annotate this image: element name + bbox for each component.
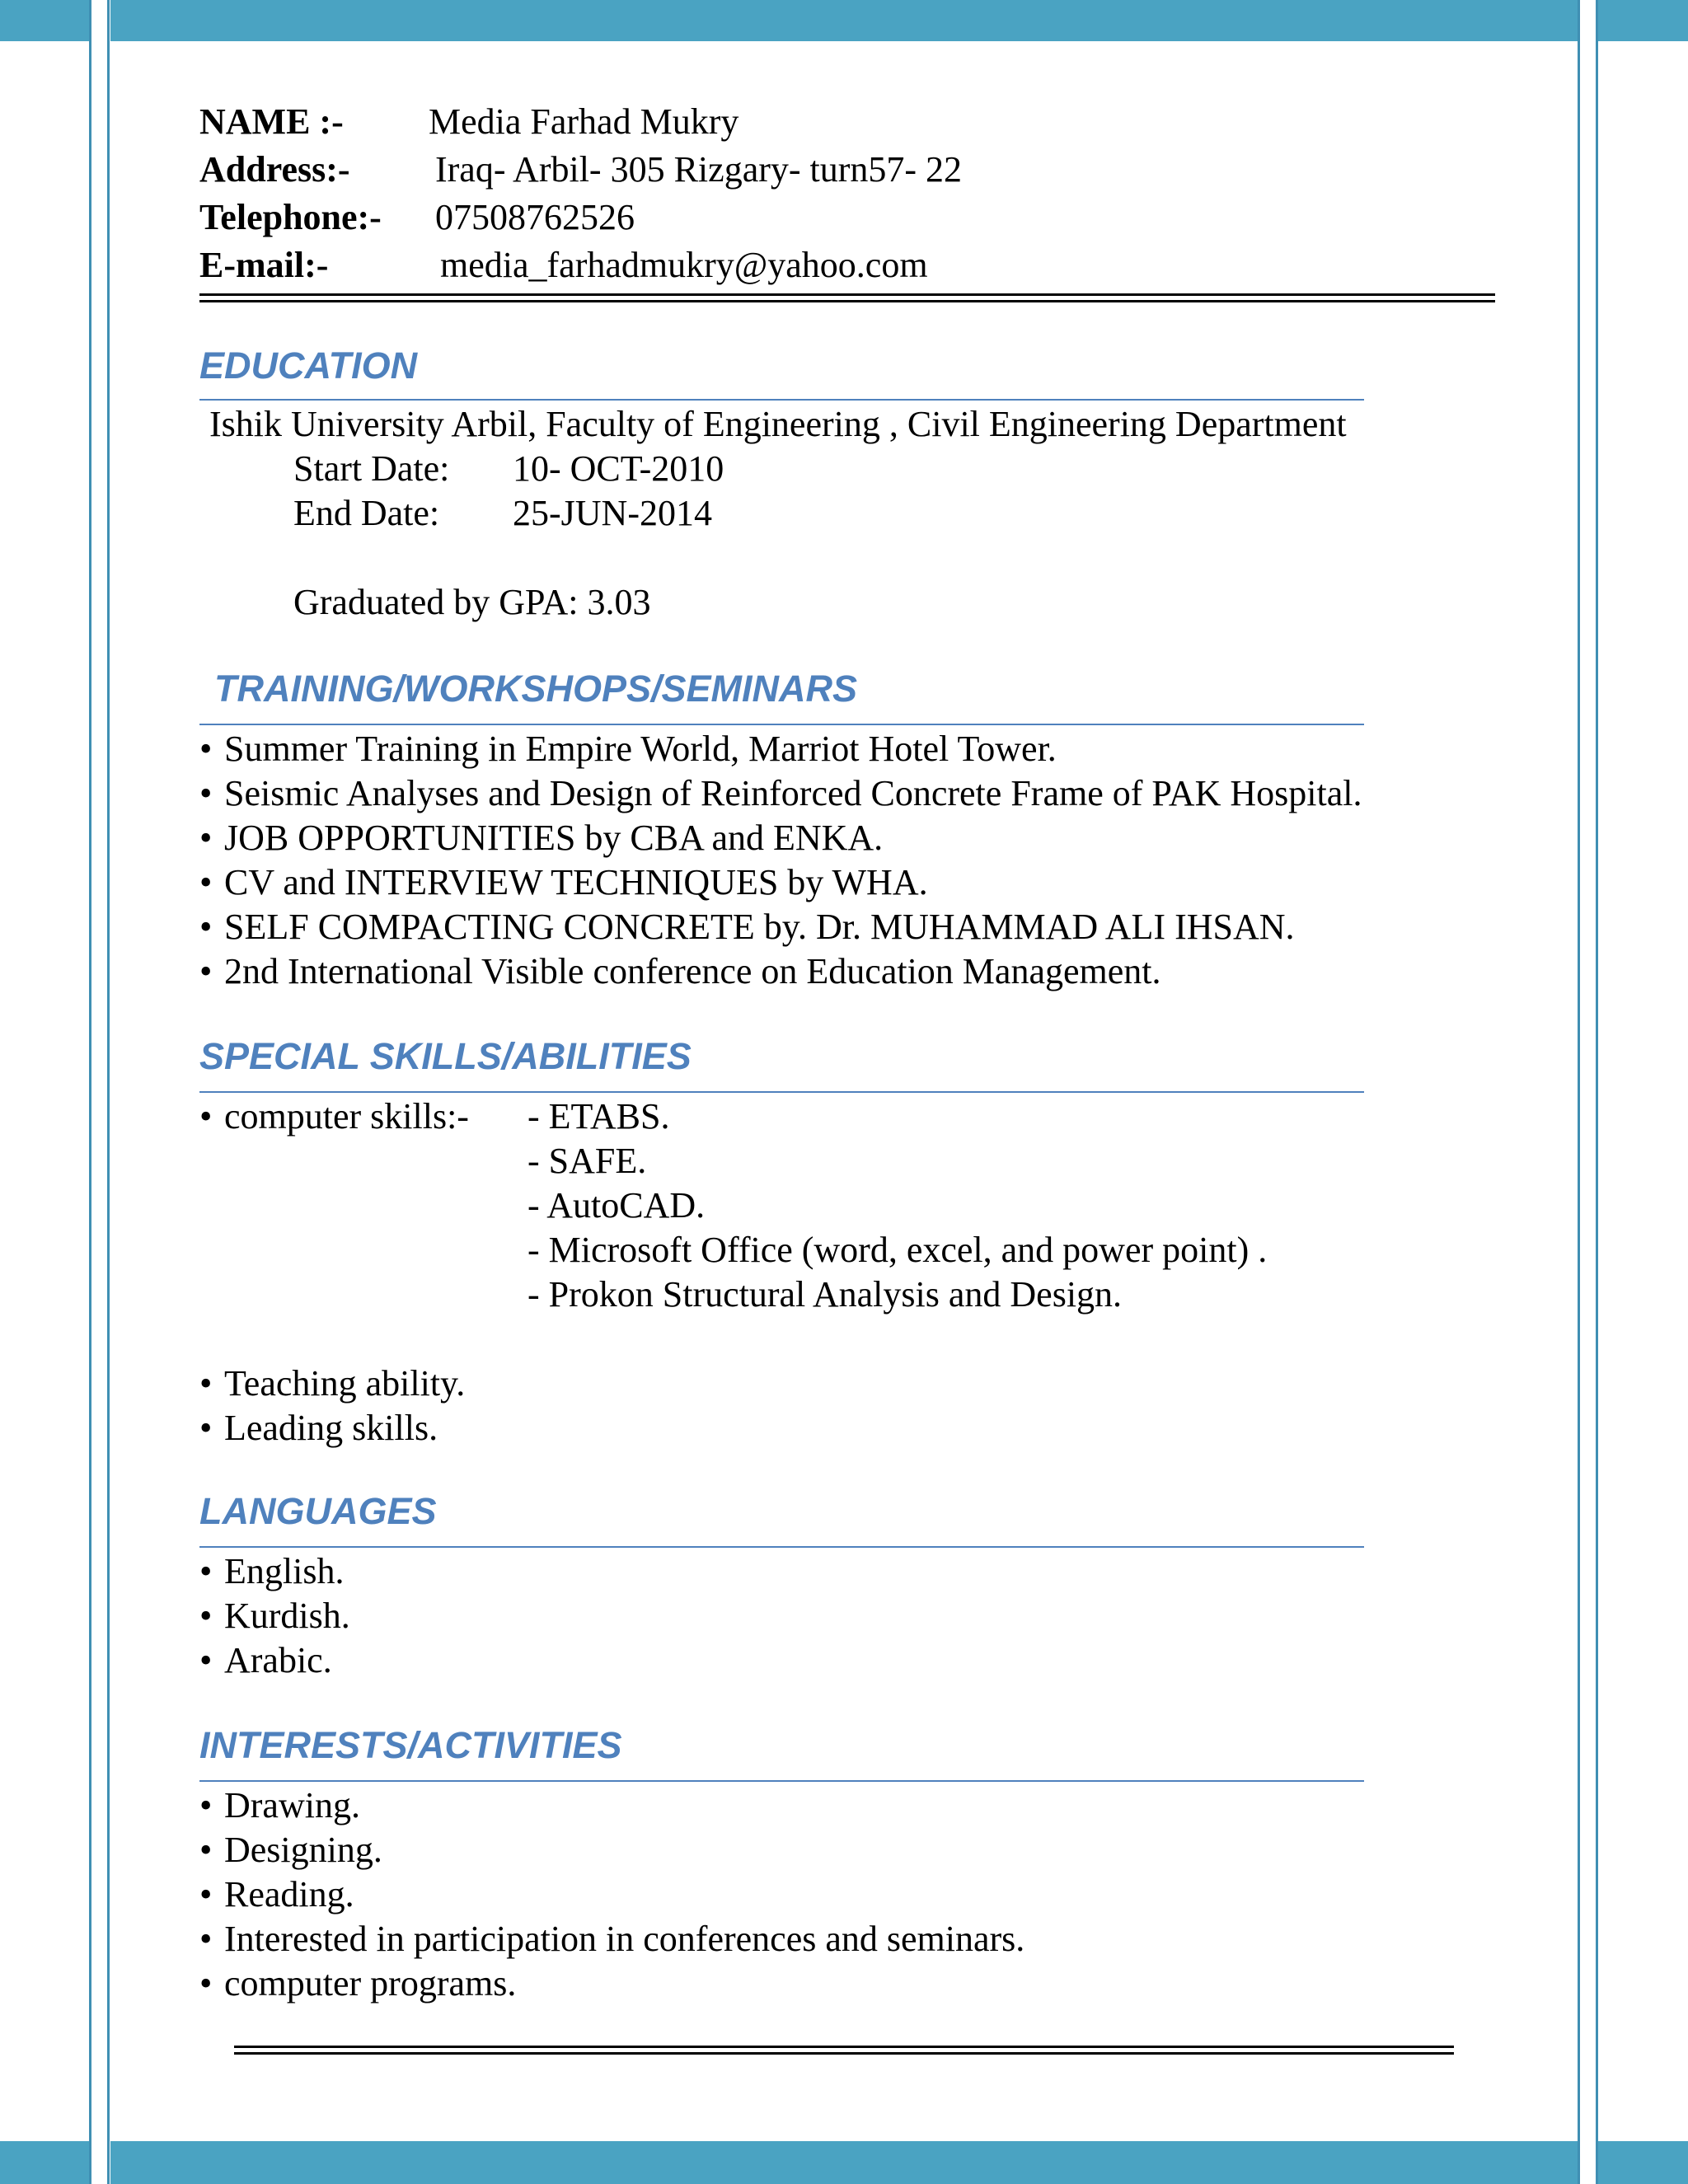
list-item: • Teaching ability. <box>199 1361 465 1406</box>
computer-skill-item: - Microsoft Office (word, excel, and power point) . <box>528 1230 1268 1270</box>
training-heading: TRAINING/WORKSHOPS/SEMINARS <box>214 668 858 710</box>
address-row <box>199 147 963 193</box>
header-divider-bottom <box>199 300 1495 302</box>
footer-divider-bottom <box>234 2052 1454 2055</box>
list-item: • SELF COMPACTING CONCRETE by. Dr. MUHAMMAD ALI IHSAN. <box>199 905 1295 949</box>
languages-heading: LANGUAGES <box>199 1490 437 1532</box>
education-gpa: Graduated by GPA: 3.03 <box>293 582 651 622</box>
skills-heading: SPECIAL SKILLS/ABILITIES <box>199 1035 692 1077</box>
list-item: • computer programs. <box>199 1961 516 2006</box>
list-item: • CV and INTERVIEW TECHNIQUES by WHA. <box>199 860 928 905</box>
telephone-label: Telephone:- <box>199 197 382 237</box>
name-label: NAME :- <box>199 101 344 142</box>
training-rule <box>199 724 1364 725</box>
education-end-label: End Date: <box>293 493 440 533</box>
computer-skill-item: - Prokon Structural Analysis and Design. <box>528 1274 1123 1315</box>
telephone-value: 07508762526 <box>435 197 635 237</box>
email-value: media_farhadmukry@yahoo.com <box>440 245 928 285</box>
computer-skill-item: - SAFE. <box>528 1141 647 1181</box>
address-value: Iraq- Arbil- 305 Rizgary- turn57- 22 <box>435 149 963 190</box>
languages-rule <box>199 1546 1364 1548</box>
list-item: • English. <box>199 1549 344 1594</box>
list-item: • Reading. <box>199 1872 354 1917</box>
name-value: Media Farhad Mukry <box>429 101 739 142</box>
computer-skills-label: • computer skills:- <box>199 1094 469 1139</box>
list-item: • Arabic. <box>199 1638 332 1683</box>
computer-skill-item: - ETABS. <box>528 1096 670 1137</box>
education-start-label: Start Date: <box>293 448 450 489</box>
computer-skill-item: - AutoCAD. <box>528 1185 706 1226</box>
header-divider-top <box>199 293 1495 296</box>
name-row <box>199 99 739 145</box>
list-item: • Designing. <box>199 1828 382 1872</box>
interests-rule <box>199 1780 1364 1782</box>
education-start-value: 10- OCT-2010 <box>513 448 724 489</box>
footer-divider-top <box>234 2046 1454 2048</box>
list-item: • 2nd International Visible conference on Education Management. <box>199 949 1160 994</box>
education-heading: EDUCATION <box>199 344 418 387</box>
list-item: • Summer Training in Empire World, Marriot Hotel Tower. <box>199 727 1057 771</box>
education-end-value: 25-JUN-2014 <box>513 493 712 533</box>
list-item: • Kurdish. <box>199 1594 350 1638</box>
list-item: • JOB OPPORTUNITIES by CBA and ENKA. <box>199 816 883 860</box>
list-item: • Interested in participation in conferences and seminars. <box>199 1917 1025 1961</box>
skills-rule <box>199 1091 1364 1093</box>
education-institution: Ishik University Arbil, Faculty of Engineering , Civil Engineering Department <box>209 404 1347 444</box>
email-row <box>199 242 928 288</box>
telephone-row <box>199 194 635 241</box>
list-item: • Seismic Analyses and Design of Reinforced Concrete Frame of PAK Hospital. <box>199 771 1362 816</box>
list-item: • Leading skills. <box>199 1406 438 1451</box>
list-item: • Drawing. <box>199 1783 360 1828</box>
interests-heading: INTERESTS/ACTIVITIES <box>199 1724 622 1766</box>
email-label: E-mail:- <box>199 245 329 285</box>
education-rule <box>199 399 1364 401</box>
address-label: Address:- <box>199 149 350 190</box>
